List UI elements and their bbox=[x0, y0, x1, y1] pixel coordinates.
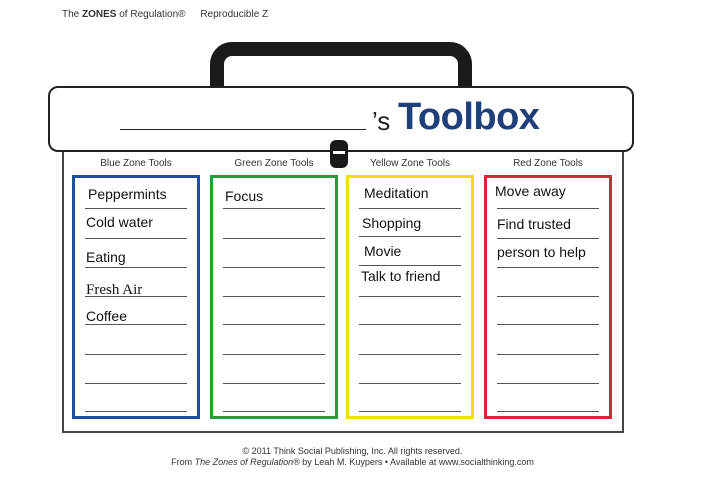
brand-bold: ZONES bbox=[82, 9, 117, 20]
source-line bbox=[0, 457, 705, 467]
book-title: The Zones of Regulation® bbox=[194, 457, 300, 467]
red-zone-header: Red Zone Tools bbox=[513, 158, 583, 169]
brand-prefix: The bbox=[62, 9, 83, 20]
possessive-suffix: ’s bbox=[372, 106, 391, 136]
yellow-zone-entry[interactable]: Shopping bbox=[362, 215, 422, 231]
worksheet-header bbox=[62, 9, 268, 20]
blue-zone-entry[interactable]: Eating bbox=[86, 249, 126, 265]
blue-zone-entry[interactable]: Cold water bbox=[86, 214, 153, 230]
copyright-line: © 2011 Think Social Publishing, Inc. All rights reserved. bbox=[242, 446, 463, 456]
toolbox-latch bbox=[330, 140, 348, 168]
red-zone-entry[interactable]: person to help bbox=[497, 244, 586, 260]
reproducible-label: Reproducible Z bbox=[200, 9, 269, 20]
yellow-zone-entry[interactable]: Movie bbox=[364, 243, 402, 259]
yellow-zone-header: Yellow Zone Tools bbox=[369, 158, 451, 169]
red-zone-column bbox=[484, 175, 612, 419]
yellow-zone-entry[interactable]: Talk to friend bbox=[361, 268, 441, 284]
green-zone-header: Green Zone Tools bbox=[234, 158, 314, 169]
blue-zone-entry[interactable]: Coffee bbox=[86, 308, 127, 324]
brand-suffix: of Regulation® bbox=[116, 9, 186, 20]
source-author: by Leah M. Kuypers • Available at www.socialthinking.com bbox=[299, 457, 534, 467]
blue-zone-entry[interactable]: Peppermints bbox=[88, 186, 167, 202]
yellow-zone-column bbox=[346, 175, 474, 419]
yellow-zone-entry[interactable]: Meditation bbox=[364, 185, 429, 201]
blue-zone-header: Blue Zone Tools bbox=[100, 158, 172, 169]
source-prefix: From bbox=[171, 457, 195, 467]
green-zone-entry[interactable]: Focus bbox=[225, 188, 264, 204]
blue-zone-entry[interactable]: Fresh Air bbox=[86, 282, 143, 298]
red-zone-entry[interactable]: Find trusted bbox=[497, 216, 571, 232]
toolbox-title: Toolbox bbox=[398, 96, 540, 138]
name-blank-line[interactable] bbox=[120, 129, 366, 130]
green-zone-column bbox=[210, 175, 338, 419]
red-zone-entry[interactable]: Move away bbox=[495, 183, 566, 199]
